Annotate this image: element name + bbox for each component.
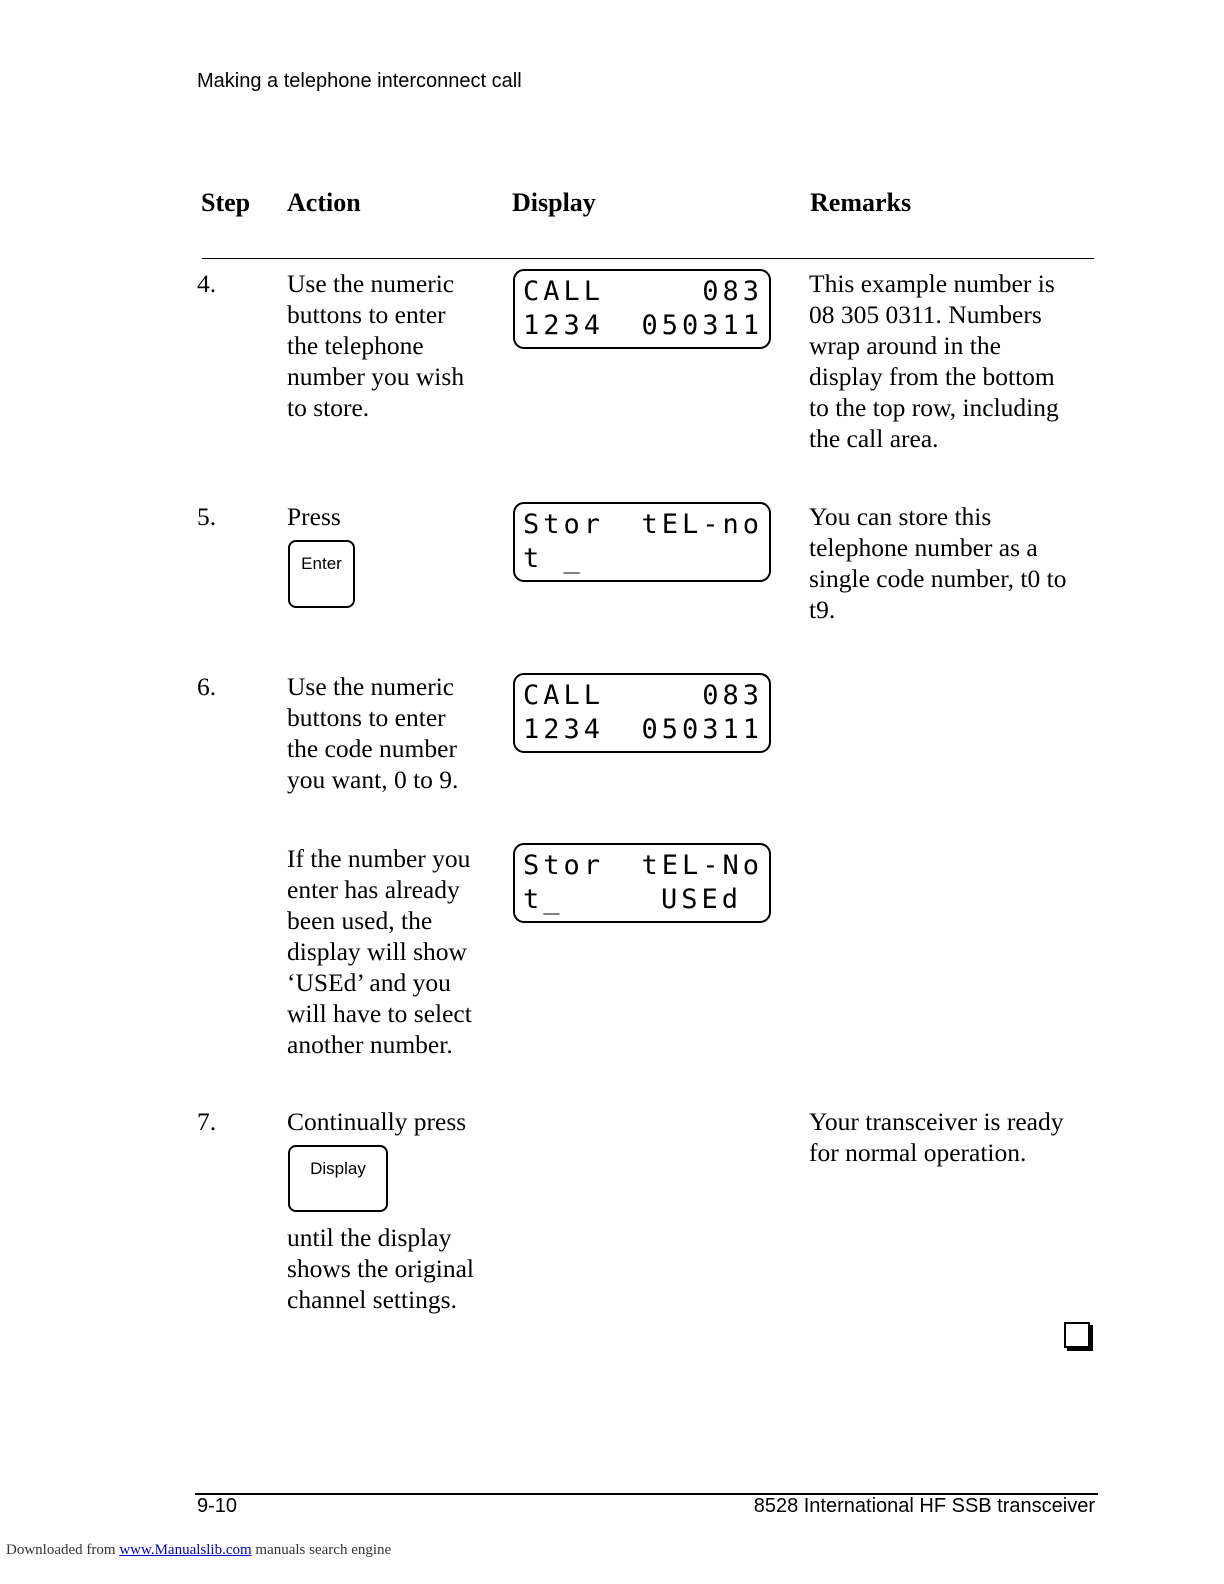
lcd-text: t _ <box>523 543 584 574</box>
col-header-display: Display <box>512 188 596 217</box>
text-line: Your transceiver is ready <box>809 1107 1064 1136</box>
text-line: the code number <box>287 734 457 763</box>
header-rule <box>202 258 1094 259</box>
text-line: display from the bottom <box>809 362 1055 391</box>
lcd-text: 1234 <box>523 310 605 341</box>
lcd-text: 083 <box>702 680 763 711</box>
col-header-step: Step <box>201 188 251 217</box>
download-prefix: Downloaded from <box>6 1542 116 1558</box>
text-line: telephone number as a <box>809 533 1038 562</box>
step-action: Press <box>287 502 341 531</box>
step-action: Continually press <box>287 1107 467 1136</box>
running-title: Making a telephone interconnect call <box>197 70 522 92</box>
text-line: display will show <box>287 937 467 966</box>
text-line: to the top row, including <box>809 393 1059 422</box>
step-remarks <box>809 268 1059 454</box>
lcd-text: tEL-no <box>641 509 763 540</box>
text-line: If the number you <box>287 844 471 873</box>
lcd-text: 083 <box>702 276 763 307</box>
lcd-text: USEd <box>661 884 743 915</box>
display-key-icon: Display <box>288 1145 388 1212</box>
step-number: 7. <box>197 1107 217 1136</box>
lcd-text: 050311 <box>641 714 763 745</box>
step-action-note <box>287 843 472 1060</box>
step-action-continued <box>287 1222 474 1315</box>
step-action <box>287 671 458 795</box>
lcd-display <box>513 673 771 753</box>
text-line: Use the numeric <box>287 672 455 701</box>
text-line: the telephone <box>287 331 424 360</box>
text-line: ‘USEd’ and you <box>287 968 451 997</box>
step-remarks <box>809 501 1066 625</box>
step-remarks <box>809 1106 1063 1168</box>
text-line: will have to select <box>287 999 472 1028</box>
lcd-text: CALL <box>523 276 605 307</box>
lcd-text: 050311 <box>641 310 763 341</box>
text-line: channel settings. <box>287 1285 457 1314</box>
lcd-display <box>513 269 771 349</box>
download-notice <box>6 1542 391 1559</box>
lcd-display <box>513 502 771 582</box>
text-line: another number. <box>287 1030 453 1059</box>
col-header-action: Action <box>287 188 361 217</box>
col-header-remarks: Remarks <box>810 188 912 217</box>
text-line: shows the original <box>287 1254 474 1283</box>
text-line: enter has already <box>287 875 460 904</box>
text-line: You can store this <box>809 502 992 531</box>
download-suffix: manuals search engine <box>255 1542 392 1558</box>
lcd-text: 1234 <box>523 714 605 745</box>
manualslib-link[interactable]: www.Manualslib.com <box>119 1542 252 1558</box>
text-line: t9. <box>809 595 836 624</box>
text-line: until the display <box>287 1223 452 1252</box>
text-line: to store. <box>287 393 370 422</box>
end-of-section-icon <box>1064 1322 1090 1348</box>
enter-key-icon: Enter <box>288 540 355 608</box>
text-line: single code number, t0 to <box>809 564 1067 593</box>
page-number: 9-10 <box>197 1495 238 1517</box>
text-line: number you wish <box>287 362 465 391</box>
step-action <box>287 268 464 423</box>
text-line: 08 305 0311. Numbers <box>809 300 1042 329</box>
lcd-text: Stor <box>523 509 605 540</box>
text-line: been used, the <box>287 906 433 935</box>
step-number: 6. <box>197 672 217 701</box>
text-line: for normal operation. <box>809 1138 1027 1167</box>
lcd-text: tEL-No <box>641 850 763 881</box>
text-line: Use the numeric <box>287 269 455 298</box>
text-line: This example number is <box>809 269 1055 298</box>
step-number: 4. <box>197 269 217 298</box>
lcd-text: t_ <box>523 884 564 915</box>
text-line: you want, 0 to 9. <box>287 765 459 794</box>
text-line: the call area. <box>809 424 939 453</box>
lcd-display <box>513 843 771 923</box>
text-line: wrap around in the <box>809 331 1001 360</box>
text-line: buttons to enter <box>287 300 446 329</box>
text-line: buttons to enter <box>287 703 446 732</box>
step-number: 5. <box>197 502 217 531</box>
product-name: 8528 International HF SSB transceiver <box>753 1495 1095 1517</box>
lcd-text: CALL <box>523 680 605 711</box>
lcd-text: Stor <box>523 850 605 881</box>
